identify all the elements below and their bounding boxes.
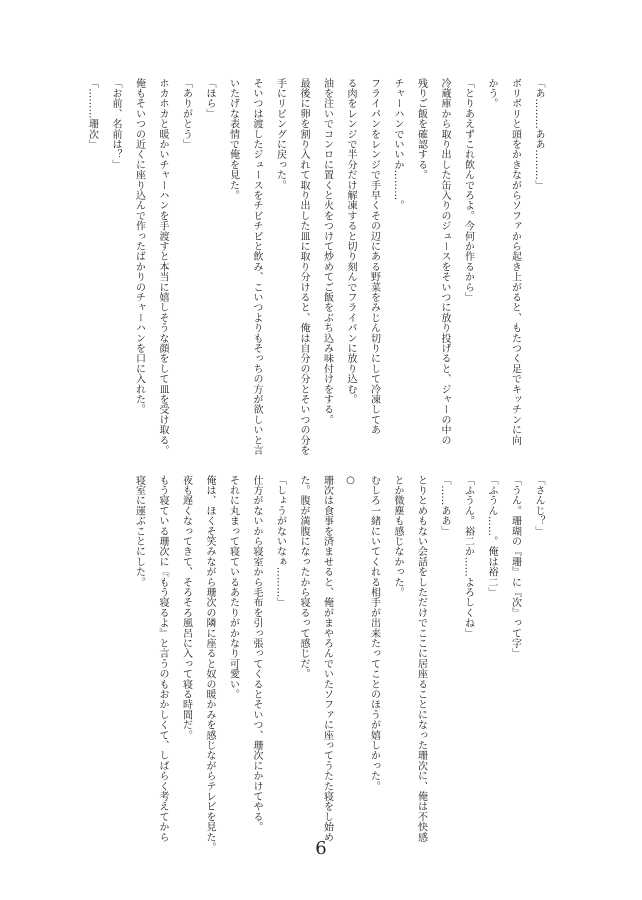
text-line: 「しょうがないなぁ………」 (274, 475, 286, 608)
text-line: 油を注いでコンロに置くと火をつけて炒めてご飯をぶち込み味付けをする。 (321, 78, 333, 425)
text-line: 寝室に運ぶことにした。 (133, 475, 145, 588)
text-line: ボリボリと頭をかきながらソファから起き上がると、もたつく足でキッチンに向 (509, 78, 521, 446)
text-line: 珊次は食事を済ませると、俺がまやろんでいたソファに座ってうたた寝をし始め (321, 475, 333, 843)
text-line: 俺もそいつの近くに座り込んで作ったばかりのチャーハンを口に入れた。 (133, 78, 145, 415)
text-line: 「とりあえずこれ飲んでろよ。今何か作るから」 (462, 78, 474, 303)
text-line: 「ふうん。裕二か……よろしくね」 (462, 475, 474, 639)
text-line: むしろ一緒にいてくれる相手が出来たってことのほうが嬉しかった。 (368, 475, 380, 792)
text-line: ホカホカと暖かいチャーハンを手渡すと本当に嬉しそうな顔をして皿を受け取る。 (157, 78, 168, 456)
scene-break-marker: ○ (345, 475, 356, 487)
lower-text-block (127, 475, 550, 853)
text-line: 残りご飯を確認する。 (415, 78, 427, 180)
text-line: 最後に卵を割り入れて取り出した皿に取り分けると、俺は自分の分とそいつの分を (298, 78, 309, 456)
text-line: 夜も遅くなってきて、そろそろ風呂に入って寝る時間だ。 (180, 475, 192, 741)
text-line: 「ほら」 (204, 78, 215, 119)
text-line: 「ふうん……。俺は裕二」 (486, 475, 497, 598)
text-line: 「あ………ああ………」 (533, 78, 544, 191)
text-line: とりとめもない会話をしただけでここに居座ることになった珊次に、俺は不快感 (415, 475, 427, 843)
page-number: 6 (315, 838, 327, 859)
text-line: かう。 (486, 78, 497, 109)
text-line: とか微塵も感じなかった。 (392, 475, 403, 598)
text-line: 冷蔵庫から取り出した缶入りのジュースをそいつに放り投げると、ジャーの中の (439, 78, 450, 446)
text-line: 俺は、ほくそ笑みながら珊次の隣に座ると奴の暖かみを感じながらテレビを見た。 (204, 475, 215, 853)
text-line: 「さんじ？」 (533, 475, 544, 537)
text-line: もう寝ている珊次に『もう寝るよ』と言うのもおかしくて、しばらく考えてから (157, 475, 168, 843)
text-line: 「……ああ」 (439, 475, 450, 537)
text-line: チャーハンでいいか………。 (392, 78, 403, 211)
text-line: 「お前、名前は？」 (110, 78, 121, 170)
text-line: 手にリビングに戻った。 (274, 78, 286, 191)
text-line: そいつは渡したジュースをチビチビと飲み、こいつよりもそっちの方が欲しいと言 (251, 78, 262, 456)
text-line: それに丸まって寝ているあたりがかなり可愛い。 (227, 475, 239, 700)
upper-text-block (80, 78, 550, 456)
text-line: た。腹が満腹になったから寝るって感じだ。 (298, 475, 309, 679)
text-line: る肉をレンジで半分だけ解凍すると切り刻んでフライパンに放り込む。 (345, 78, 356, 405)
text-line: 「………珊次」 (86, 78, 98, 150)
text-line: 仕方がないから寝室から毛布を引っ張ってくるとそいつ、珊次にかけてやる。 (251, 475, 262, 832)
text-line: 「うん。珊瑚の『珊』に『次』って字」 (509, 475, 521, 659)
text-line: フライパンをレンジで手早くその辺にある野菜をみじん切りにして冷凍してあ (368, 78, 380, 435)
text-line: 「ありがとう」 (180, 78, 192, 150)
text-line: いたげな表情で俺を見た。 (227, 78, 239, 201)
